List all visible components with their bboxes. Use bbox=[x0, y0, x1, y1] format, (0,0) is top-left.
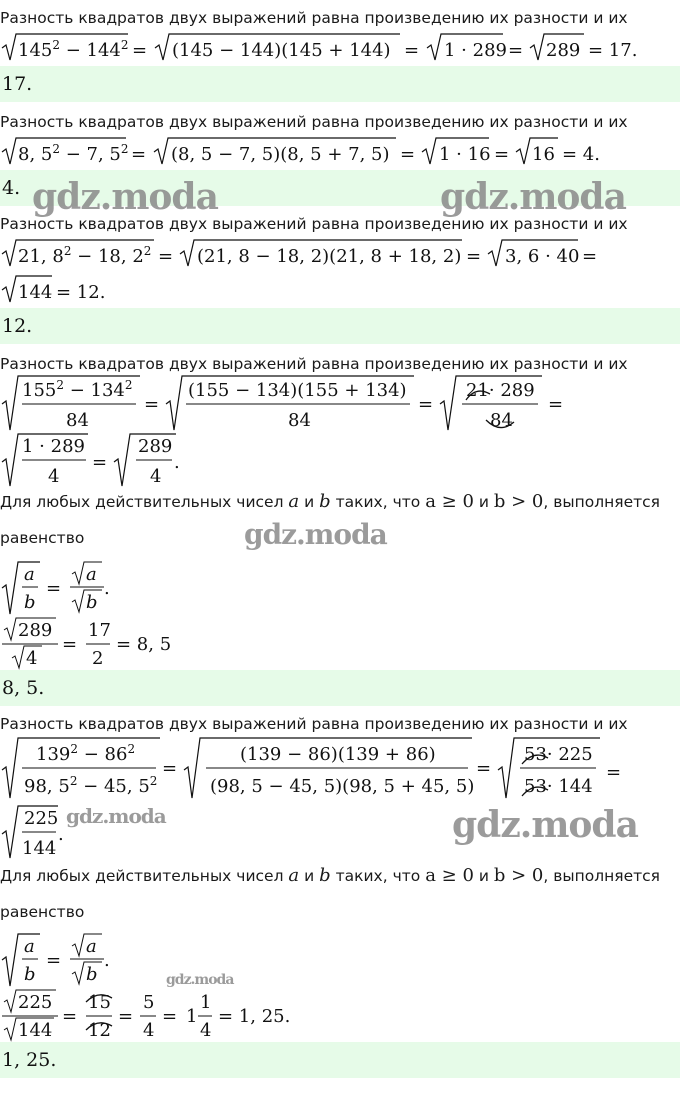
svg-text:=: = bbox=[46, 950, 62, 971]
svg-text:b: b bbox=[24, 964, 36, 985]
svg-text:289: 289 bbox=[138, 436, 173, 457]
svg-text:.: . bbox=[104, 578, 110, 599]
svg-text:=: = bbox=[162, 758, 178, 779]
answer-block-4 bbox=[0, 670, 680, 706]
svg-text:= 17.: = 17. bbox=[588, 40, 638, 61]
property-line-2-b: равенство bbox=[0, 903, 85, 921]
svg-text:15: 15 bbox=[88, 992, 111, 1013]
watermark: gdz.moda bbox=[244, 518, 387, 551]
svg-text:1392 − 862: $139^2 - 86^2$ bbox=[36, 742, 136, 765]
svg-text:a: a bbox=[24, 564, 35, 585]
svg-text:=: = bbox=[606, 762, 622, 783]
svg-text:3, 6 · 40: 3, 6 · 40 bbox=[505, 246, 580, 267]
watermark: gdz.moda bbox=[166, 972, 234, 988]
watermark: gdz.moda bbox=[440, 176, 626, 218]
svg-text:=: = bbox=[62, 634, 78, 655]
svg-text:12: 12 bbox=[88, 1020, 111, 1041]
watermark: gdz.moda bbox=[66, 804, 166, 828]
formula-3 bbox=[0, 236, 680, 306]
svg-text:21, 82 − 18, 22: 21, $8^2 - 18$, $2^2$ bbox=[18, 244, 152, 267]
svg-text:=: = bbox=[62, 1006, 78, 1027]
svg-text:=: = bbox=[118, 1006, 134, 1027]
svg-text:1 · 16: 1 · 16 bbox=[439, 144, 491, 165]
svg-text:a: a bbox=[86, 564, 97, 585]
rule-text-2: Разность квадратов двух выражений равна произведению их разности и их bbox=[0, 113, 628, 131]
property-line-2-a: равенство bbox=[0, 529, 85, 547]
watermark: gdz.moda bbox=[32, 176, 218, 218]
svg-text:144: 144 bbox=[18, 282, 53, 303]
formula-4-property bbox=[0, 560, 680, 670]
watermark: gdz.moda bbox=[452, 804, 638, 846]
svg-text:=: = bbox=[131, 144, 147, 165]
svg-text:4: 4 bbox=[48, 466, 60, 487]
svg-text:5: 5 bbox=[143, 992, 155, 1013]
svg-text:2: 2 bbox=[92, 648, 104, 669]
svg-text:144: 144 bbox=[22, 838, 57, 859]
rule-text-1: Разность квадратов двух выражений равна произведению их разности и их bbox=[0, 9, 628, 27]
svg-text:.: . bbox=[58, 824, 64, 845]
svg-text:53· 225: 53· 225 bbox=[524, 744, 593, 765]
svg-text:(21, 8 − 18, 2)(21, 8 + 18, 2): (21, 8 − 18, 2)(21, 8 + 18, 2) bbox=[197, 246, 462, 267]
svg-text:144: 144 bbox=[18, 1020, 53, 1041]
svg-text:=: = bbox=[582, 246, 598, 267]
property-line-1-b: Для любых действительных чисел a и b таких, что a ≥ 0 и b > 0, выполняется bbox=[0, 865, 660, 886]
rule-text-3: Разность квадратов двух выражений равна произведению их разности и их bbox=[0, 215, 628, 233]
svg-text:21· 289: 21· 289 bbox=[466, 380, 535, 401]
svg-text:b: b bbox=[24, 592, 36, 613]
svg-text:(145 − 144)(145 + 144): (145 − 144)(145 + 144) bbox=[172, 40, 391, 61]
svg-text:4: 4 bbox=[143, 1020, 155, 1041]
property-line-1-a: Для любых действительных чисел a и b таких, что a ≥ 0 и b > 0, выполняется bbox=[0, 491, 660, 512]
svg-text:=: = bbox=[476, 758, 492, 779]
svg-text:289: 289 bbox=[18, 620, 53, 641]
answer-3: 12. bbox=[2, 315, 33, 337]
svg-text:= 8, 5: = 8, 5 bbox=[116, 634, 172, 655]
svg-text:16: 16 bbox=[532, 144, 555, 165]
svg-text:= 1, 25.: = 1, 25. bbox=[218, 1006, 291, 1027]
svg-text:=: = bbox=[46, 578, 62, 599]
answer-5: 1, 25. bbox=[2, 1049, 57, 1071]
svg-text:=: = bbox=[132, 40, 148, 61]
svg-text:1: 1 bbox=[186, 1006, 198, 1027]
formula-4 bbox=[0, 374, 680, 490]
svg-text:53· 144: 53· 144 bbox=[524, 776, 593, 797]
svg-text:=: = bbox=[400, 144, 416, 165]
svg-text:.: . bbox=[174, 452, 180, 473]
svg-text:1 · 289: 1 · 289 bbox=[444, 40, 507, 61]
svg-text:(8, 5 − 7, 5)(8, 5 + 7, 5): (8, 5 − 7, 5)(8, 5 + 7, 5) bbox=[171, 144, 390, 165]
svg-text:=: = bbox=[404, 40, 420, 61]
formula-2 bbox=[0, 134, 680, 168]
svg-text:4: 4 bbox=[26, 648, 38, 669]
svg-text:1: 1 bbox=[200, 992, 212, 1013]
svg-text:=: = bbox=[494, 144, 510, 165]
svg-text:=: = bbox=[92, 452, 108, 473]
answer-4: 8, 5. bbox=[2, 677, 45, 699]
svg-text:(98, 5 − 45, 5)(98, 5 + 45, 5): (98, 5 − 45, 5)(98, 5 + 45, 5) bbox=[210, 776, 475, 797]
svg-text:a: a bbox=[24, 936, 35, 957]
svg-text:=: = bbox=[158, 246, 174, 267]
svg-text:84: 84 bbox=[288, 410, 311, 431]
svg-text:8, 52 − 7, 52: 8, $5^2 - 7$, $5^2$ bbox=[18, 142, 129, 165]
svg-text:4: 4 bbox=[150, 466, 162, 487]
svg-text:=: = bbox=[162, 1006, 178, 1027]
answer-block-3 bbox=[0, 308, 680, 344]
svg-text:=: = bbox=[548, 394, 564, 415]
svg-text:= 12.: = 12. bbox=[56, 282, 106, 303]
svg-text:= 4.: = 4. bbox=[562, 144, 600, 165]
svg-text:1452 − 1442: $145^2 - 144^2$ bbox=[18, 38, 129, 61]
svg-text:1 · 289: 1 · 289 bbox=[22, 436, 85, 457]
svg-text:17: 17 bbox=[88, 620, 111, 641]
svg-text:84: 84 bbox=[66, 410, 89, 431]
answer-1: 17. bbox=[2, 73, 33, 95]
svg-text:a: a bbox=[86, 936, 97, 957]
rule-text-4: Разность квадратов двух выражений равна произведению их разности и их bbox=[0, 355, 628, 373]
svg-text:84: 84 bbox=[490, 410, 513, 431]
answer-block-5 bbox=[0, 1042, 680, 1078]
svg-text:=: = bbox=[418, 394, 434, 415]
svg-text:=: = bbox=[466, 246, 482, 267]
svg-text:1552 − 1342: $155^2 - 134^2$ bbox=[22, 378, 133, 401]
svg-text:b: b bbox=[86, 964, 98, 985]
svg-text:b: b bbox=[86, 592, 98, 613]
svg-text:98, 52 − 45, 52: 98, $5^2 - 45$, $5^2$ bbox=[24, 774, 158, 797]
formula-1 bbox=[0, 30, 680, 64]
rule-text-5: Разность квадратов двух выражений равна произведению их разности и их bbox=[0, 715, 628, 733]
svg-text:.: . bbox=[104, 950, 110, 971]
svg-text:4: 4 bbox=[200, 1020, 212, 1041]
svg-text:289: 289 bbox=[546, 40, 581, 61]
svg-text:=: = bbox=[144, 394, 160, 415]
answer-block-1 bbox=[0, 66, 680, 102]
svg-text:225: 225 bbox=[18, 992, 53, 1013]
svg-text:225: 225 bbox=[24, 808, 59, 829]
svg-text:(155 − 134)(155 + 134): (155 − 134)(155 + 134) bbox=[188, 380, 407, 401]
formula-5-property bbox=[0, 932, 680, 1044]
svg-text:=: = bbox=[508, 40, 524, 61]
answer-2: 4. bbox=[2, 177, 21, 199]
svg-text:(139 − 86)(139 + 86): (139 − 86)(139 + 86) bbox=[240, 744, 436, 765]
